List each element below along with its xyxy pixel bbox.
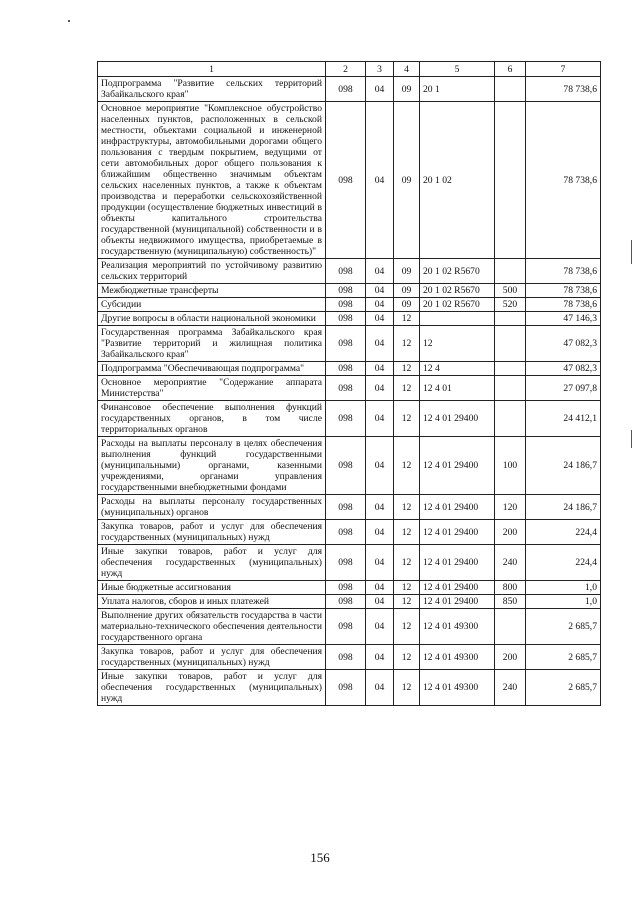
subsection-code: 12 xyxy=(394,670,420,706)
table-row xyxy=(98,520,601,545)
admin-code: 098 xyxy=(326,645,366,670)
amount: 24 412,1 xyxy=(526,401,601,437)
amount: 78 738,6 xyxy=(526,284,601,298)
section-code: 04 xyxy=(366,595,394,609)
admin-code: 098 xyxy=(326,670,366,706)
section-code: 04 xyxy=(366,376,394,401)
section-code: 04 xyxy=(366,645,394,670)
target-article-code: 12 4 01 29400 xyxy=(420,495,495,520)
admin-code: 098 xyxy=(326,326,366,362)
row-name: Финансовое обеспечение выполнения функций государственных органов, в том числе территориальных органов xyxy=(98,401,326,437)
expense-type-code xyxy=(495,376,526,401)
target-article-code: 12 4 01 29400 xyxy=(420,401,495,437)
admin-code: 098 xyxy=(326,609,366,645)
table-row xyxy=(98,284,601,298)
subsection-code: 12 xyxy=(394,437,420,495)
expense-type-code: 240 xyxy=(495,670,526,706)
target-article-code: 12 4 01 49300 xyxy=(420,609,495,645)
row-name: Подпрограмма "Развитие сельских территорий Забайкальского края" xyxy=(98,77,326,102)
subsection-code: 12 xyxy=(394,312,420,326)
table-row xyxy=(98,581,601,595)
section-code: 04 xyxy=(366,545,394,581)
table-row xyxy=(98,670,601,706)
target-article-code: 12 4 xyxy=(420,362,495,376)
admin-code: 098 xyxy=(326,595,366,609)
row-name: Расходы на выплаты персоналу государственных (муниципальных) органов xyxy=(98,495,326,520)
subsection-code: 09 xyxy=(394,284,420,298)
subsection-code: 12 xyxy=(394,545,420,581)
target-article-code: 12 4 01 29400 xyxy=(420,520,495,545)
admin-code: 098 xyxy=(326,102,366,259)
amount: 78 738,6 xyxy=(526,298,601,312)
subsection-code: 12 xyxy=(394,362,420,376)
section-code: 04 xyxy=(366,437,394,495)
expense-type-code: 100 xyxy=(495,437,526,495)
table-row xyxy=(98,102,601,259)
row-name: Уплата налогов, сборов и иных платежей xyxy=(98,595,326,609)
admin-code: 098 xyxy=(326,520,366,545)
subsection-code: 09 xyxy=(394,77,420,102)
scan-edge-mark xyxy=(631,430,632,448)
table-row xyxy=(98,437,601,495)
table-row xyxy=(98,77,601,102)
expense-type-code xyxy=(495,77,526,102)
section-code: 04 xyxy=(366,520,394,545)
table-row xyxy=(98,259,601,284)
admin-code: 098 xyxy=(326,545,366,581)
subsection-code: 12 xyxy=(394,645,420,670)
column-header: 3 xyxy=(366,62,394,77)
table-row xyxy=(98,362,601,376)
amount: 1,0 xyxy=(526,595,601,609)
amount: 2 685,7 xyxy=(526,645,601,670)
expense-type-code: 800 xyxy=(495,581,526,595)
amount: 224,4 xyxy=(526,545,601,581)
section-code: 04 xyxy=(366,609,394,645)
admin-code: 098 xyxy=(326,437,366,495)
amount: 224,4 xyxy=(526,520,601,545)
table-body xyxy=(98,77,601,706)
table-row xyxy=(98,312,601,326)
table-row xyxy=(98,645,601,670)
admin-code: 098 xyxy=(326,495,366,520)
subsection-code: 09 xyxy=(394,298,420,312)
expense-type-code xyxy=(495,312,526,326)
expense-type-code xyxy=(495,102,526,259)
target-article-code: 20 1 02 R5670 xyxy=(420,298,495,312)
section-code: 04 xyxy=(366,581,394,595)
section-code: 04 xyxy=(366,298,394,312)
column-header: 4 xyxy=(394,62,420,77)
amount: 47 082,3 xyxy=(526,362,601,376)
column-header: 6 xyxy=(495,62,526,77)
row-name: Закупка товаров, работ и услуг для обеспечения государственных (муниципальных) нужд xyxy=(98,520,326,545)
amount: 47 146,3 xyxy=(526,312,601,326)
amount: 24 186,7 xyxy=(526,495,601,520)
amount: 2 685,7 xyxy=(526,609,601,645)
expense-type-code: 120 xyxy=(495,495,526,520)
scan-speck xyxy=(68,20,70,22)
row-name: Реализация мероприятий по устойчивому развитию сельских территорий xyxy=(98,259,326,284)
row-name: Иные бюджетные ассигнования xyxy=(98,581,326,595)
amount: 1,0 xyxy=(526,581,601,595)
admin-code: 098 xyxy=(326,77,366,102)
section-code: 04 xyxy=(366,284,394,298)
section-code: 04 xyxy=(366,326,394,362)
column-header: 1 xyxy=(98,62,326,77)
amount: 78 738,6 xyxy=(526,77,601,102)
expense-type-code xyxy=(495,326,526,362)
budget-table xyxy=(97,61,601,706)
table-row xyxy=(98,401,601,437)
expense-type-code xyxy=(495,401,526,437)
target-article-code: 20 1 02 R5670 xyxy=(420,259,495,284)
section-code: 04 xyxy=(366,495,394,520)
admin-code: 098 xyxy=(326,581,366,595)
section-code: 04 xyxy=(366,401,394,437)
target-article-code: 12 4 01 49300 xyxy=(420,670,495,706)
expense-type-code: 850 xyxy=(495,595,526,609)
row-name: Основное мероприятие "Содержание аппарата Министерства" xyxy=(98,376,326,401)
table-row xyxy=(98,609,601,645)
row-name: Расходы на выплаты персоналу в целях обеспечения выполнения функций государственными (муниципальными) органами, казенными учреждениями, органами управления государственными внебюджетными фондами xyxy=(98,437,326,495)
table-row xyxy=(98,545,601,581)
target-article-code: 12 4 01 29400 xyxy=(420,437,495,495)
admin-code: 098 xyxy=(326,298,366,312)
table-row xyxy=(98,298,601,312)
target-article-code: 20 1 02 xyxy=(420,102,495,259)
target-article-code xyxy=(420,312,495,326)
target-article-code: 12 4 01 29400 xyxy=(420,545,495,581)
table-row xyxy=(98,495,601,520)
section-code: 04 xyxy=(366,102,394,259)
amount: 78 738,6 xyxy=(526,259,601,284)
subsection-code: 12 xyxy=(394,520,420,545)
target-article-code: 20 1 02 R5670 xyxy=(420,284,495,298)
expense-type-code: 500 xyxy=(495,284,526,298)
column-header: 7 xyxy=(526,62,601,77)
expense-type-code: 240 xyxy=(495,545,526,581)
admin-code: 098 xyxy=(326,401,366,437)
expense-type-code xyxy=(495,259,526,284)
amount: 24 186,7 xyxy=(526,437,601,495)
subsection-code: 12 xyxy=(394,581,420,595)
subsection-code: 12 xyxy=(394,326,420,362)
amount: 27 097,8 xyxy=(526,376,601,401)
section-code: 04 xyxy=(366,259,394,284)
section-code: 04 xyxy=(366,312,394,326)
admin-code: 098 xyxy=(326,362,366,376)
column-header: 2 xyxy=(326,62,366,77)
row-name: Государственная программа Забайкальского края "Развитие территорий и жилищная политика Забайкальского края" xyxy=(98,326,326,362)
target-article-code: 12 4 01 29400 xyxy=(420,595,495,609)
subsection-code: 12 xyxy=(394,376,420,401)
row-name: Субсидии xyxy=(98,298,326,312)
admin-code: 098 xyxy=(326,376,366,401)
target-article-code: 12 xyxy=(420,326,495,362)
expense-type-code: 200 xyxy=(495,520,526,545)
page-number: 156 xyxy=(310,850,330,865)
amount: 2 685,7 xyxy=(526,670,601,706)
subsection-code: 09 xyxy=(394,102,420,259)
row-name: Иные закупки товаров, работ и услуг для обеспечения государственных (муниципальных) нужд xyxy=(98,670,326,706)
expense-type-code xyxy=(495,362,526,376)
amount: 47 082,3 xyxy=(526,326,601,362)
admin-code: 098 xyxy=(326,312,366,326)
target-article-code: 20 1 xyxy=(420,77,495,102)
target-article-code: 12 4 01 29400 xyxy=(420,581,495,595)
subsection-code: 12 xyxy=(394,609,420,645)
target-article-code: 12 4 01 49300 xyxy=(420,645,495,670)
row-name: Иные закупки товаров, работ и услуг для обеспечения государственных (муниципальных) нужд xyxy=(98,545,326,581)
section-code: 04 xyxy=(366,77,394,102)
admin-code: 098 xyxy=(326,284,366,298)
subsection-code: 09 xyxy=(394,259,420,284)
admin-code: 098 xyxy=(326,259,366,284)
table-row xyxy=(98,376,601,401)
row-name: Межбюджетные трансферты xyxy=(98,284,326,298)
amount: 78 738,6 xyxy=(526,102,601,259)
row-name: Другие вопросы в области национальной экономики xyxy=(98,312,326,326)
header-row xyxy=(98,62,601,77)
section-code: 04 xyxy=(366,362,394,376)
table-row xyxy=(98,326,601,362)
section-code: 04 xyxy=(366,670,394,706)
subsection-code: 12 xyxy=(394,401,420,437)
row-name: Основное мероприятие "Комплексное обустройство населенных пунктов, расположенных в сельской местности, объектами социальной и инженерной инфраструктуры, автомобильными дорогами общего пользования с твердым покрытием, ведущими от сети автомобильных дорог общего пользования к ближайшим общественно значимым объектам сельских населенных пунктов, а также к объектам производства и переработки сельскохозяйственной продукции (осуществление бюджетных инвестиций в объекты капитального строительства государственной (муниципальной) собственности и в объекты недвижимого имущества, приобретаемые в государственную (муниципальную) собственность)" xyxy=(98,102,326,259)
column-header: 5 xyxy=(420,62,495,77)
expense-type-code: 520 xyxy=(495,298,526,312)
subsection-code: 12 xyxy=(394,595,420,609)
expense-type-code: 200 xyxy=(495,645,526,670)
target-article-code: 12 4 01 xyxy=(420,376,495,401)
expense-type-code xyxy=(495,609,526,645)
row-name: Выполнение других обязательств государства в части материально-технического обеспечения деятельности государственного органа xyxy=(98,609,326,645)
row-name: Закупка товаров, работ и услуг для обеспечения государственных (муниципальных) нужд xyxy=(98,645,326,670)
subsection-code: 12 xyxy=(394,495,420,520)
table-row xyxy=(98,595,601,609)
scan-edge-mark xyxy=(631,240,632,264)
row-name: Подпрограмма "Обеспечивающая подпрограмма" xyxy=(98,362,326,376)
